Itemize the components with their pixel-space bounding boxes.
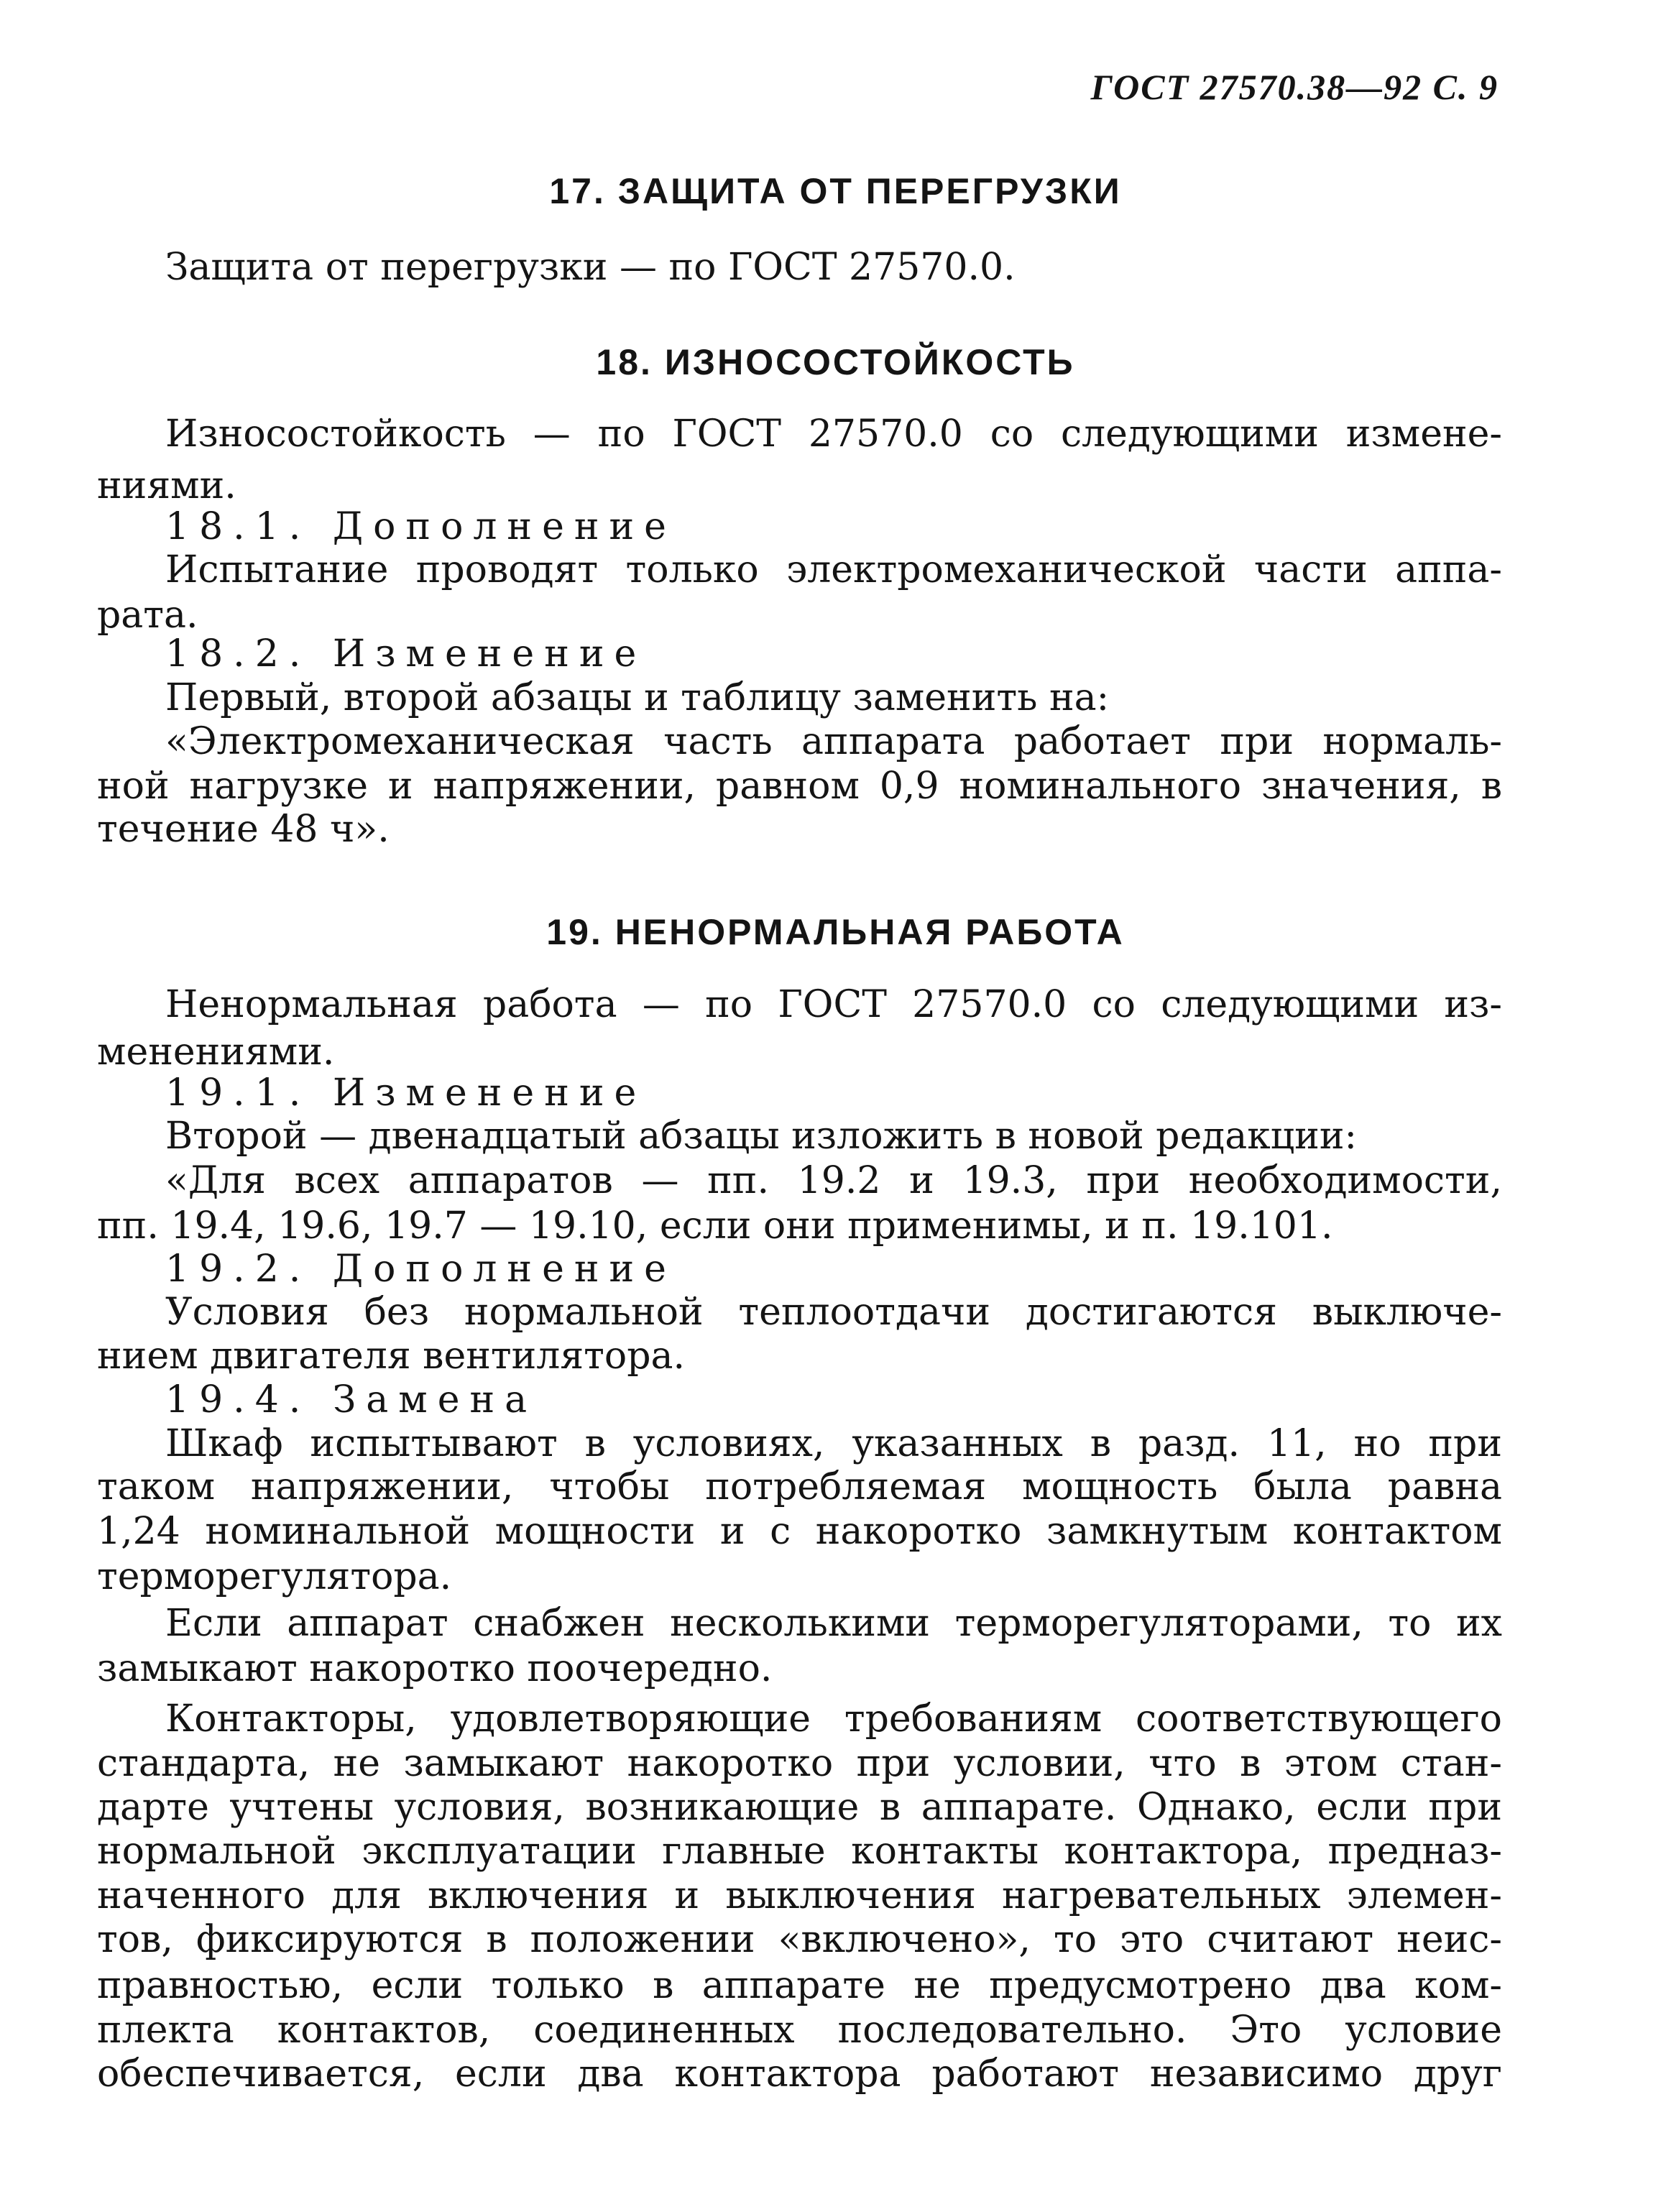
clause-19-1-label: 19.1. Изменение bbox=[165, 1072, 647, 1115]
clause-19-1-line: пп. 19.4, 19.6, 19.7 — 19.10, если они применимы, и п. 19.101. bbox=[97, 1204, 1333, 1248]
page-header: ГОСТ 27570.38—92 С. 9 bbox=[1090, 67, 1499, 107]
paragraph-line: правностью, если только в аппарате не предусмотрено два ком- bbox=[97, 1964, 1502, 2007]
clause-19-4-line: 1,24 номинальной мощности и с накоротко замкнутым контактом bbox=[97, 1510, 1502, 1553]
section-18-intro-line: Износостойкость — по ГОСТ 27570.0 со следующими измене- bbox=[165, 413, 1502, 456]
section-19-title: 19. НЕНОРМАЛЬНАЯ РАБОТА bbox=[546, 912, 1125, 952]
clause-19-1-line: «Для всех аппаратов — пп. 19.2 и 19.3, при необходимости, bbox=[165, 1159, 1502, 1202]
clause-19-4-label: 19.4. Замена bbox=[165, 1378, 538, 1421]
clause-18-2-line: течение 48 ч». bbox=[97, 808, 390, 851]
clause-18-2-label: 18.2. Изменение bbox=[165, 632, 647, 676]
section-19-intro-line: менениями. bbox=[97, 1031, 335, 1074]
paragraph-line: нормальной эксплуатации главные контакты контактора, предназ- bbox=[97, 1830, 1502, 1873]
paragraph-line: Контакторы, удовлетворяющие требованиям соответствующего bbox=[165, 1697, 1502, 1741]
paragraph-line: дарте учтены условия, возникающие в аппарате. Однако, если при bbox=[97, 1786, 1502, 1829]
section-17-title: 17. ЗАЩИТА ОТ ПЕРЕГРУЗКИ bbox=[549, 171, 1122, 211]
clause-19-2-line: Условия без нормальной теплоотдачи достигаются выключе- bbox=[165, 1291, 1502, 1334]
clause-19-2-label: 19.2. Дополнение bbox=[165, 1248, 676, 1291]
clause-18-1-line: Испытание проводят только электромеханической части аппа- bbox=[165, 548, 1502, 591]
clause-18-1-label: 18.1. Дополнение bbox=[165, 505, 676, 548]
section-18-title: 18. ИЗНОСОСТОЙКОСТЬ bbox=[596, 342, 1075, 382]
paragraph-line: обеспечивается, если два контактора работают независимо друг bbox=[97, 2052, 1502, 2096]
clause-18-1-line: рата. bbox=[97, 594, 198, 637]
clause-18-2-line: ной нагрузке и напряжении, равном 0,9 номинального значения, в bbox=[97, 765, 1502, 808]
paragraph-line: стандарта, не замыкают накоротко при условии, что в этом стан- bbox=[97, 1742, 1502, 1785]
paragraph-line: плекта контактов, соединенных последовательно. Это условие bbox=[97, 2009, 1502, 2052]
clause-18-2-line: Первый, второй абзацы и таблицу заменить на: bbox=[165, 676, 1110, 719]
paragraph-line: наченного для включения и выключения нагревательных элемен- bbox=[97, 1874, 1502, 1917]
section-18-intro-line: ниями. bbox=[97, 464, 236, 507]
paragraph-line: тов, фиксируются в положении «включено», то это считают неис- bbox=[97, 1918, 1502, 1961]
clause-19-4-line: таком напряжении, чтобы потребляемая мощность была равна bbox=[97, 1465, 1502, 1508]
section-19-intro-line: Ненормальная работа — по ГОСТ 27570.0 со следующими из- bbox=[165, 983, 1502, 1026]
paragraph-line: замыкают накоротко поочередно. bbox=[97, 1647, 773, 1690]
section-17-paragraph: Защита от перегрузки — по ГОСТ 27570.0. bbox=[165, 246, 1016, 289]
clause-18-2-line: «Электромеханическая часть аппарата работает при нормаль- bbox=[165, 720, 1502, 763]
clause-19-2-line: нием двигателя вентилятора. bbox=[97, 1335, 686, 1378]
clause-19-1-line: Второй — двенадцатый абзацы изложить в новой редакции: bbox=[165, 1115, 1358, 1158]
clause-19-4-line: терморегулятора. bbox=[97, 1555, 452, 1598]
clause-19-4-line: Шкаф испытывают в условиях, указанных в разд. 11, но при bbox=[165, 1422, 1502, 1465]
paragraph-line: Если аппарат снабжен несколькими терморегуляторами, то их bbox=[165, 1602, 1502, 1645]
